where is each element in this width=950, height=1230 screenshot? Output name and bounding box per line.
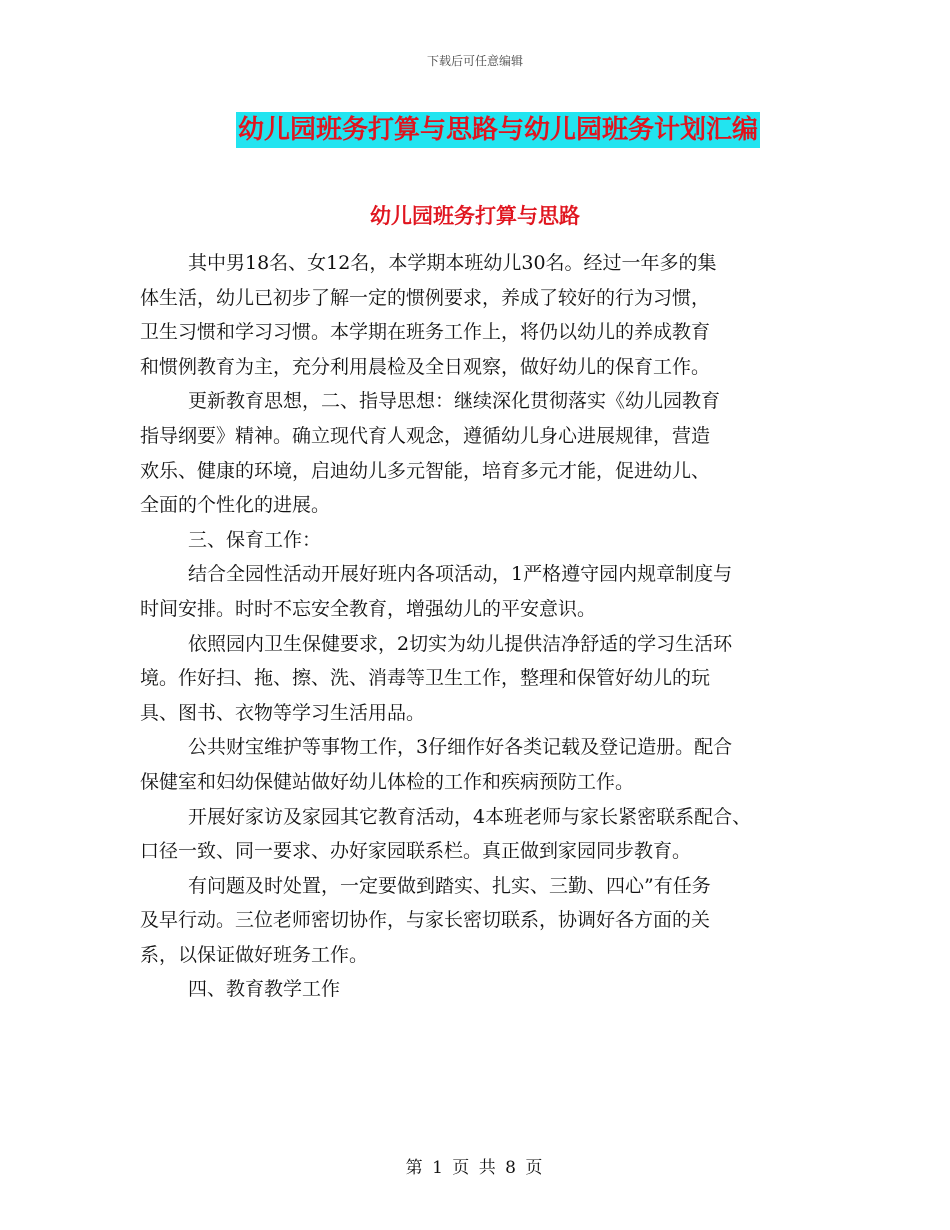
paragraph-line: 具、图书、衣物等学习生活用品。 <box>140 701 426 724</box>
paragraph-line: 结合全园性活动开展好班内各项活动，1严格遵守园内规章制度与 <box>188 563 733 586</box>
page-number: 第 1 页 共 8 页 <box>405 1158 545 1178</box>
paragraph-heading: 四、教育教学工作 <box>188 978 341 1001</box>
paragraph-line: 保健室和妇幼保健站做好幼儿体检的工作和疾病预防工作。 <box>140 770 635 793</box>
paragraph-line: 其中男18名、女12名，本学期本班幼儿30名。经过一年多的集 <box>188 252 717 274</box>
paragraph-line: 全面的个性化的进展。 <box>140 494 331 517</box>
document-title-container <box>0 112 950 148</box>
paragraph-heading: 三、保育工作： <box>188 528 322 551</box>
document-title: 幼儿园班务打算与思路与幼儿园班务计划汇编 <box>236 112 760 148</box>
paragraph-line: 开展好家访及家园其它教育活动，4本班老师与家长紧密联系配合、 <box>188 805 752 828</box>
paragraph-line: 境。作好扫、拖、擦、洗、消毒等卫生工作，整理和保管好幼儿的玩 <box>140 667 711 690</box>
paragraph-line: 公共财宝维护等事物工作，3仔细作好各类记载及登记造册。配合 <box>188 736 733 759</box>
paragraph-line: 指导纲要》精神。确立现代育人观念，遵循幼儿身心进展规律，营造 <box>140 424 711 447</box>
header-note: 下载后可任意编辑 <box>426 54 523 68</box>
paragraph-line: 卫生习惯和学习习惯。本学期在班务工作上，将仍以幼儿的养成教育 <box>140 321 711 344</box>
paragraph-line: 依照园内卫生保健要求，2切实为幼儿提供洁净舒适的学习生活环 <box>188 632 733 655</box>
document-body <box>140 246 820 1007</box>
paragraph-line: 系，以保证做好班务工作。 <box>140 943 369 966</box>
paragraph-line: 及早行动。三位老师密切协作，与家长密切联系，协调好各方面的关 <box>140 909 711 932</box>
paragraph-line: 口径一致、同一要求、办好家园联系栏。真正做到家园同步教育。 <box>140 840 692 863</box>
paragraph-line: 和惯例教育为主，充分利用晨检及全日观察，做好幼儿的保育工作。 <box>140 355 711 378</box>
paragraph-line: 时间安排。时时不忘安全教育，增强幼儿的平安意识。 <box>140 597 597 620</box>
paragraph-line: 更新教育思想，二、指导思想：继续深化贯彻落实《幼儿园教育 <box>188 390 721 413</box>
paragraph-line: 有问题及时处置，一定要做到踏实、扎实、三勤、四心”有任务 <box>188 874 711 897</box>
paragraph-line: 体生活，幼儿已初步了解一定的惯例要求，养成了较好的行为习惯， <box>140 286 711 309</box>
section-title: 幼儿园班务打算与思路 <box>370 203 580 228</box>
paragraph-line: 欢乐、健康的环境，启迪幼儿多元智能，培育多元才能，促进幼儿、 <box>140 459 711 482</box>
